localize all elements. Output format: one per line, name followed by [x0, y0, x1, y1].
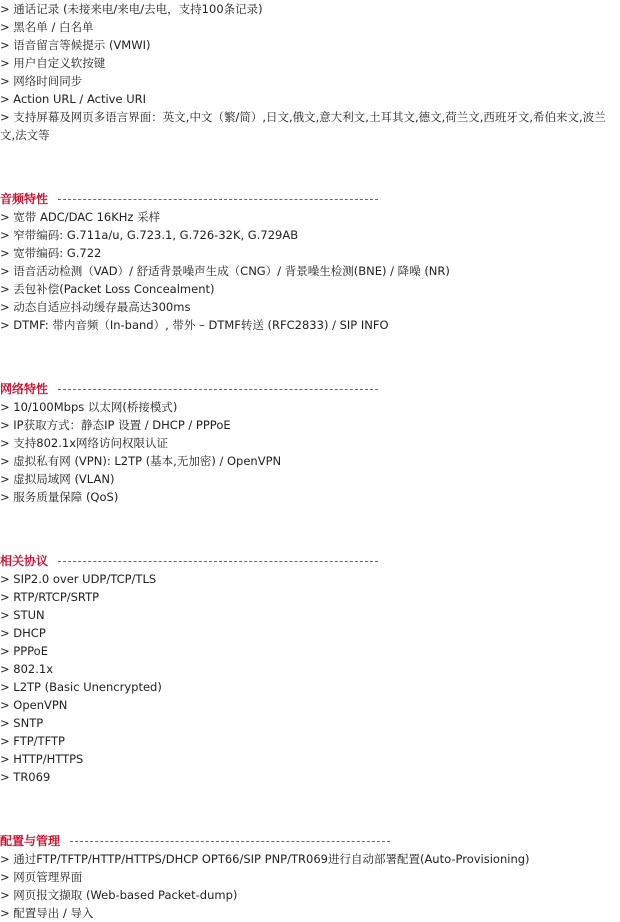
section-header — [0, 190, 620, 208]
section-spacer — [0, 786, 620, 832]
list-item: > DTMF: 带内音频（In-band）, 带外 – DTMF转送 (RFC2833) / SIP INFO — [0, 318, 389, 332]
list-item: > 服务质量保障 (QoS) — [0, 490, 119, 504]
section-protocols — [0, 552, 620, 786]
list-item: > 配置导出 / 导入 — [0, 906, 94, 920]
list-item: > 语音活动检测（VAD）/ 舒适背景噪声生成（CNG）/ 背景噪生检测(BNE) / 降噪 (NR) — [0, 264, 450, 278]
section-title: 相关协议 — [0, 554, 49, 568]
list-item: > SIP2.0 over UDP/TCP/TLS — [0, 572, 157, 586]
list-item: > 动态自适应抖动缓存最高达300ms — [0, 300, 191, 314]
list-item: > SNTP — [0, 716, 44, 730]
list-item: > IP获取方式：静态IP 设置 / DHCP / PPPoE — [0, 418, 231, 432]
list-item: > 802.1x — [0, 662, 54, 676]
section-spacer — [0, 506, 620, 552]
section-spacer — [0, 334, 620, 380]
section-network — [0, 380, 620, 506]
list-item: > 丢包补偿(Packet Loss Concealment) — [0, 282, 215, 296]
section-title: 配置与管理 — [0, 834, 61, 848]
section-management — [0, 832, 620, 922]
list-item: > L2TP (Basic Unencrypted) — [0, 680, 162, 694]
section-divider — [70, 841, 390, 842]
section-spacer — [0, 144, 620, 190]
list-item: > 通话记录 (未接来电/来电/去电，支持100条记录) — [0, 2, 263, 16]
list-item: > STUN — [0, 608, 45, 622]
list-item: > Action URL / Active URI — [0, 92, 146, 106]
list-item: > 网页报文撷取 (Web-based Packet-dump) — [0, 888, 238, 902]
list-item: > 虚拟私有网 (VPN): L2TP (基本,无加密) / OpenVPN — [0, 454, 282, 468]
list-item: > 用户自定义软按键 — [0, 56, 106, 70]
section-divider — [58, 199, 378, 200]
list-item: > 网络时间同步 — [0, 74, 83, 88]
top-feature-list — [0, 0, 620, 144]
section-header — [0, 380, 620, 398]
list-item: > FTP/TFTP — [0, 734, 65, 748]
list-item: > 窄带编码: G.711a/u, G.723.1, G.726-32K, G.729AB — [0, 228, 299, 242]
section-divider — [58, 389, 378, 390]
list-item: > 10/100Mbps 以太网(桥接模式) — [0, 400, 178, 414]
section-title: 音频特性 — [0, 192, 49, 206]
list-item: > 宽带编码: G.722 — [0, 246, 102, 260]
section-title: 网络特性 — [0, 382, 49, 396]
list-item: > DHCP — [0, 626, 46, 640]
list-item: > 通过FTP/TFTP/HTTP/HTTPS/DHCP OPT66/SIP PNP/TR069进行自动部署配置(Auto-Provisioning) — [0, 852, 530, 866]
list-item: > OpenVPN — [0, 698, 68, 712]
list-item: > 虚拟局域网 (VLAN) — [0, 472, 115, 486]
list-item: > HTTP/HTTPS — [0, 752, 84, 766]
list-item-languages: > 支持屏幕及网页多语言界面：英文,中文（繁/简）,日文,俄文,意大利文,土耳其文,德文,荷兰文,西班牙文,希伯来文,波兰文,法文等 — [0, 110, 606, 142]
list-item: > 黑名单 / 白名单 — [0, 20, 94, 34]
list-item: > 支持802.1x网络访问权限认证 — [0, 436, 169, 450]
list-item: > 语音留言等候提示 (VMWI) — [0, 38, 151, 52]
section-divider — [58, 561, 378, 562]
list-item: > PPPoE — [0, 644, 48, 658]
section-header — [0, 832, 620, 850]
list-item: > TR069 — [0, 770, 51, 784]
section-audio — [0, 190, 620, 334]
section-header — [0, 552, 620, 570]
list-item: > RTP/RTCP/SRTP — [0, 590, 100, 604]
list-item: > 宽带 ADC/DAC 16KHz 采样 — [0, 210, 161, 224]
list-item: > 网页管理界面 — [0, 870, 83, 884]
